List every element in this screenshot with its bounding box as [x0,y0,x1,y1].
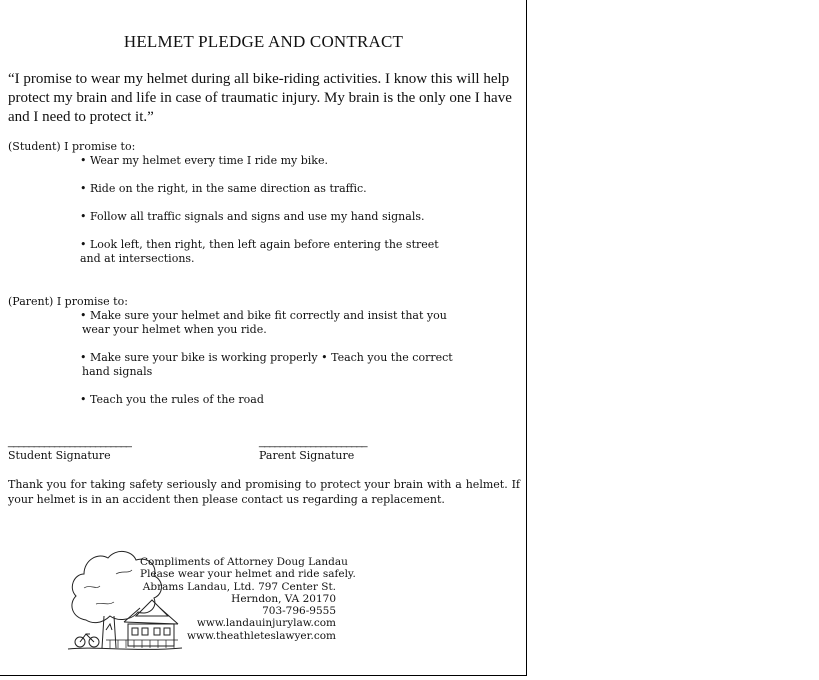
parent-bullet-fit-cont: wear your helmet when you ride. [82,323,267,336]
sponsor-compliments: Compliments of Attorney Doug Landau [140,556,348,568]
sponsor-firm-address: Abrams Landau, Ltd. 797 Center St. [142,580,336,593]
student-bullet-look: • Look left, then right, then left again before entering the street [80,238,439,251]
student-bullet-signals: • Follow all traffic signals and signs and use my hand signals. [80,210,425,223]
sponsor-website-2[interactable]: www.theathleteslawyer.com [187,629,336,642]
student-bullet-helmet: • Wear my helmet every time I ride my bike. [80,154,328,167]
student-signature-label: Student Signature [8,449,111,462]
thanks-paragraph: Thank you for taking safety seriously and promising to protect your brain with a helmet. If your helmet is in an accident then please contact us regarding a replacement. [8,478,520,506]
parent-bullet-working: • Make sure your bike is working properly • Teach you the correct [80,351,453,364]
parent-signature-label: Parent Signature [259,449,355,462]
sponsor-phone: 703-796-9555 [262,605,336,618]
student-bullet-ride-right: • Ride on the right, in the same direction as traffic. [80,182,367,195]
parent-bullet-rules: • Teach you the rules of the road [80,393,264,406]
student-bullet-look-cont: and at intersections. [80,252,195,265]
sponsor-city: Herndon, VA 20170 [231,592,336,605]
sponsor-message: Please wear your helmet and ride safely. [140,568,356,581]
pledge-quote: “I promise to wear my helmet during all bike-riding activities. I know this will help protect my brain and life in case of traumatic injury. My brain is the only one I have and I need to protect it.” [8,71,512,125]
student-signature-line: ________________________ [8,436,131,448]
parent-heading: (Parent) I promise to: [8,295,128,308]
document-title: HELMET PLEDGE AND CONTRACT [123,32,404,51]
sponsor-info [140,556,356,642]
student-heading: (Student) I promise to: [8,140,136,153]
parent-signature-line: _____________________ [259,436,367,448]
sponsor-website-1[interactable]: www.landauinjurylaw.com [196,617,336,630]
parent-bullet-fit: • Make sure your helmet and bike fit correctly and insist that you [80,309,447,322]
parent-bullet-working-cont: hand signals [82,365,153,378]
